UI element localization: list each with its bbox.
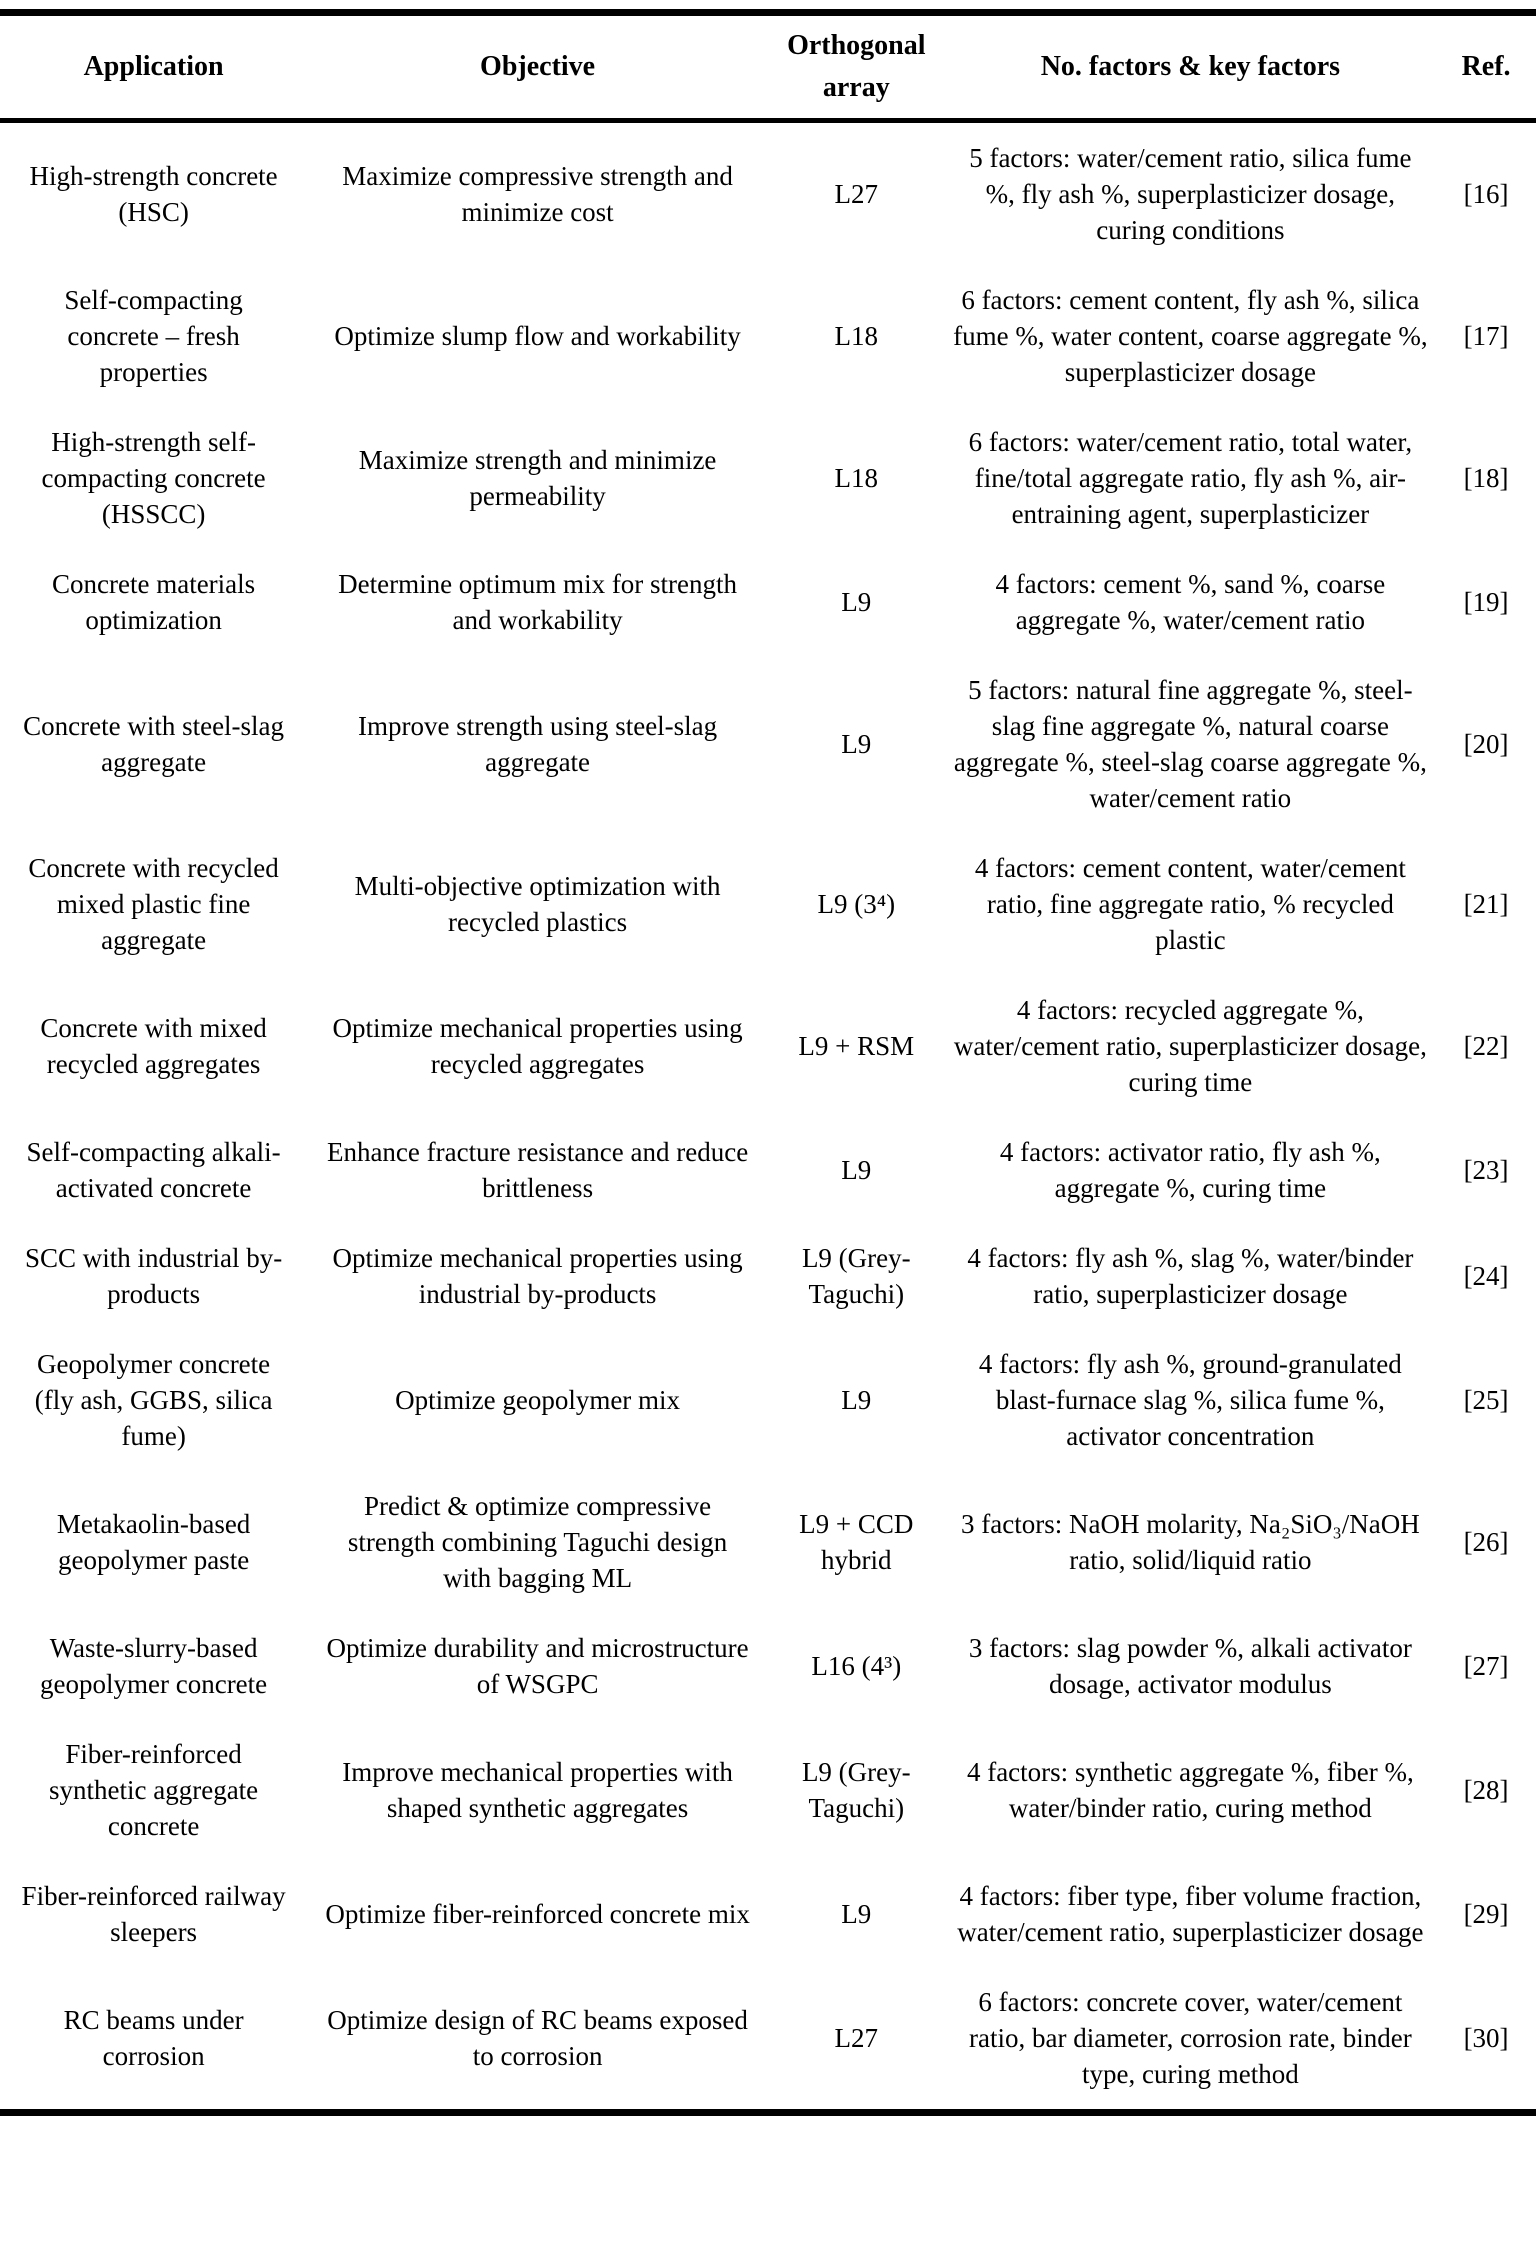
cell-application: Geopolymer concrete (fly ash, GGBS, silica fume) (34, 1349, 273, 1451)
cell-factors: 5 factors: water/cement ratio, silica fume %, fly ash %, superplasticizer dosage, curing conditions (969, 143, 1412, 245)
cell-objective: Improve mechanical properties with shaped synthetic aggregates (342, 1757, 733, 1823)
cell-objective: Optimize mechanical properties using recycled aggregates (332, 1013, 743, 1079)
cell-ref: [16] (1463, 179, 1509, 209)
cell-ref: [26] (1463, 1527, 1509, 1557)
cell-ref: [30] (1463, 2023, 1509, 2053)
column-header-application: Application (0, 13, 307, 121)
cell-application: Fiber-reinforced synthetic aggregate concrete (49, 1739, 259, 1841)
cell-orthogonal-array: L9 (841, 587, 872, 617)
cell-factors: 4 factors: synthetic aggregate %, fiber %, water/binder ratio, curing method (966, 1757, 1414, 1823)
cell-objective: Multi-objective optimization with recycled plastics (354, 871, 721, 937)
cell-factors: 3 factors: slag powder %, alkali activator dosage, activator modulus (968, 1633, 1412, 1699)
table-row (0, 1223, 1536, 1329)
table-header (0, 13, 1536, 121)
cell-orthogonal-array: L9 (3⁴) (817, 889, 896, 919)
column-header-ref: Ref. (1436, 13, 1536, 121)
cell-application: Fiber-reinforced railway sleepers (21, 1881, 286, 1947)
table-row (0, 1471, 1536, 1613)
cell-ref: [18] (1463, 463, 1509, 493)
cell-factors: 5 factors: natural fine aggregate %, steel-slag fine aggregate %, natural coarse aggregate %, steel-slag coarse aggregate %, water/cement ratio (953, 675, 1427, 813)
cell-ref: [22] (1463, 1031, 1509, 1061)
cell-orthogonal-array: L18 (834, 321, 879, 351)
cell-ref: [29] (1463, 1899, 1509, 1929)
table-row (0, 1719, 1536, 1861)
cell-orthogonal-array: L9 (841, 1385, 872, 1415)
cell-application: Metakaolin-based geopolymer paste (56, 1509, 251, 1575)
cell-factors: 6 factors: water/cement ratio, total water, fine/total aggregate ratio, fly ash %, air-entraining agent, superplasticizer (968, 427, 1413, 529)
cell-factors: 6 factors: cement content, fly ash %, silica fume %, water content, coarse aggregate %, superplasticizer dosage (953, 285, 1428, 387)
cell-application: RC beams under corrosion (63, 2005, 244, 2071)
cell-objective: Predict & optimize compressive strength combining Taguchi design with bagging ML (347, 1491, 728, 1593)
cell-ref: [19] (1463, 587, 1509, 617)
column-header-objective: Objective (307, 13, 768, 121)
cell-objective: Enhance fracture resistance and reduce brittleness (326, 1137, 749, 1203)
cell-orthogonal-array: L9 (Grey-Taguchi) (801, 1757, 911, 1823)
cell-ref: [23] (1463, 1155, 1509, 1185)
column-header-factors: No. factors & key factors (945, 13, 1437, 121)
cell-orthogonal-array: L9 + CCD hybrid (799, 1509, 914, 1575)
cell-ref: [28] (1463, 1775, 1509, 1805)
cell-orthogonal-array: L18 (834, 463, 879, 493)
cell-ref: [21] (1463, 889, 1509, 919)
cell-factors: 4 factors: activator ratio, fly ash %, aggregate %, curing time (999, 1137, 1381, 1203)
cell-factors: 4 factors: cement %, sand %, coarse aggregate %, water/cement ratio (995, 569, 1386, 635)
table-row (0, 1861, 1536, 1967)
cell-application: Concrete with steel-slag aggregate (23, 711, 285, 777)
cell-factors: 4 factors: fiber type, fiber volume fraction, water/cement ratio, superplasticizer dosage (957, 1881, 1424, 1947)
cell-factors: 4 factors: fly ash %, ground-granulated blast-furnace slag %, silica fume %, activator concentration (978, 1349, 1402, 1451)
cell-application: Self-compacting concrete – fresh properties (64, 285, 243, 387)
cell-orthogonal-array: L9 + RSM (798, 1031, 915, 1061)
cell-factors: 4 factors: recycled aggregate %, water/cement ratio, superplasticizer dosage, curing time (953, 995, 1427, 1097)
header-row (0, 13, 1536, 121)
table-body (0, 121, 1536, 2113)
cell-factors: 4 factors: fly ash %, slag %, water/binder ratio, superplasticizer dosage (967, 1243, 1414, 1309)
cell-objective: Maximize strength and minimize permeability (358, 445, 717, 511)
cell-objective: Optimize mechanical properties using industrial by-products (332, 1243, 743, 1309)
table-row (0, 1613, 1536, 1719)
cell-objective: Optimize fiber-reinforced concrete mix (325, 1899, 750, 1929)
cell-application: Concrete materials optimization (52, 569, 256, 635)
cell-factors: 3 factors: NaOH molarity, Na₂SiO₃/NaOH ratio, solid/liquid ratio (961, 1509, 1420, 1575)
table-row (0, 1329, 1536, 1471)
table-row (0, 1967, 1536, 2113)
table-row (0, 407, 1536, 549)
cell-ref: [17] (1463, 321, 1509, 351)
cell-orthogonal-array: L9 (841, 1155, 872, 1185)
cell-application: Waste-slurry-based geopolymer concrete (40, 1633, 268, 1699)
taguchi-applications-table (0, 9, 1536, 2116)
cell-ref: [24] (1463, 1261, 1509, 1291)
cell-application: Self-compacting alkali-activated concrete (26, 1137, 281, 1203)
column-header-orthogonal-array: Orthogonal array (768, 13, 945, 121)
cell-application: Concrete with recycled mixed plastic fine aggregate (28, 853, 279, 955)
cell-objective: Optimize design of RC beams exposed to corrosion (327, 2005, 748, 2071)
table-row (0, 833, 1536, 975)
cell-application: High-strength self-compacting concrete (HSSCC) (41, 427, 266, 529)
cell-ref: [27] (1463, 1651, 1509, 1681)
table-row (0, 265, 1536, 407)
table-row (0, 121, 1536, 266)
cell-ref: [20] (1463, 729, 1509, 759)
table-row (0, 655, 1536, 833)
cell-orthogonal-array: L27 (834, 2023, 879, 2053)
cell-objective: Improve strength using steel-slag aggregate (357, 711, 718, 777)
cell-objective: Optimize geopolymer mix (395, 1385, 681, 1415)
cell-objective: Maximize compressive strength and minimize cost (342, 161, 733, 227)
cell-application: SCC with industrial by-products (24, 1243, 283, 1309)
cell-orthogonal-array: L9 (Grey-Taguchi) (801, 1243, 911, 1309)
cell-factors: 6 factors: concrete cover, water/cement ratio, bar diameter, corrosion rate, binder type, curing method (969, 1987, 1412, 2089)
cell-objective: Optimize slump flow and workability (334, 321, 741, 351)
cell-application: High-strength concrete (HSC) (29, 161, 278, 227)
cell-application: Concrete with mixed recycled aggregates (40, 1013, 267, 1079)
table-row (0, 549, 1536, 655)
table-row (0, 975, 1536, 1117)
table-row (0, 1117, 1536, 1223)
cell-orthogonal-array: L27 (834, 179, 879, 209)
cell-objective: Optimize durability and microstructure of WSGPC (326, 1633, 749, 1699)
cell-orthogonal-array: L9 (841, 1899, 872, 1929)
cell-ref: [25] (1463, 1385, 1509, 1415)
cell-orthogonal-array: L9 (841, 729, 872, 759)
cell-orthogonal-array: L16 (4³) (811, 1651, 902, 1681)
cell-objective: Determine optimum mix for strength and workability (338, 569, 738, 635)
cell-factors: 4 factors: cement content, water/cement ratio, fine aggregate ratio, % recycled plastic (974, 853, 1406, 955)
